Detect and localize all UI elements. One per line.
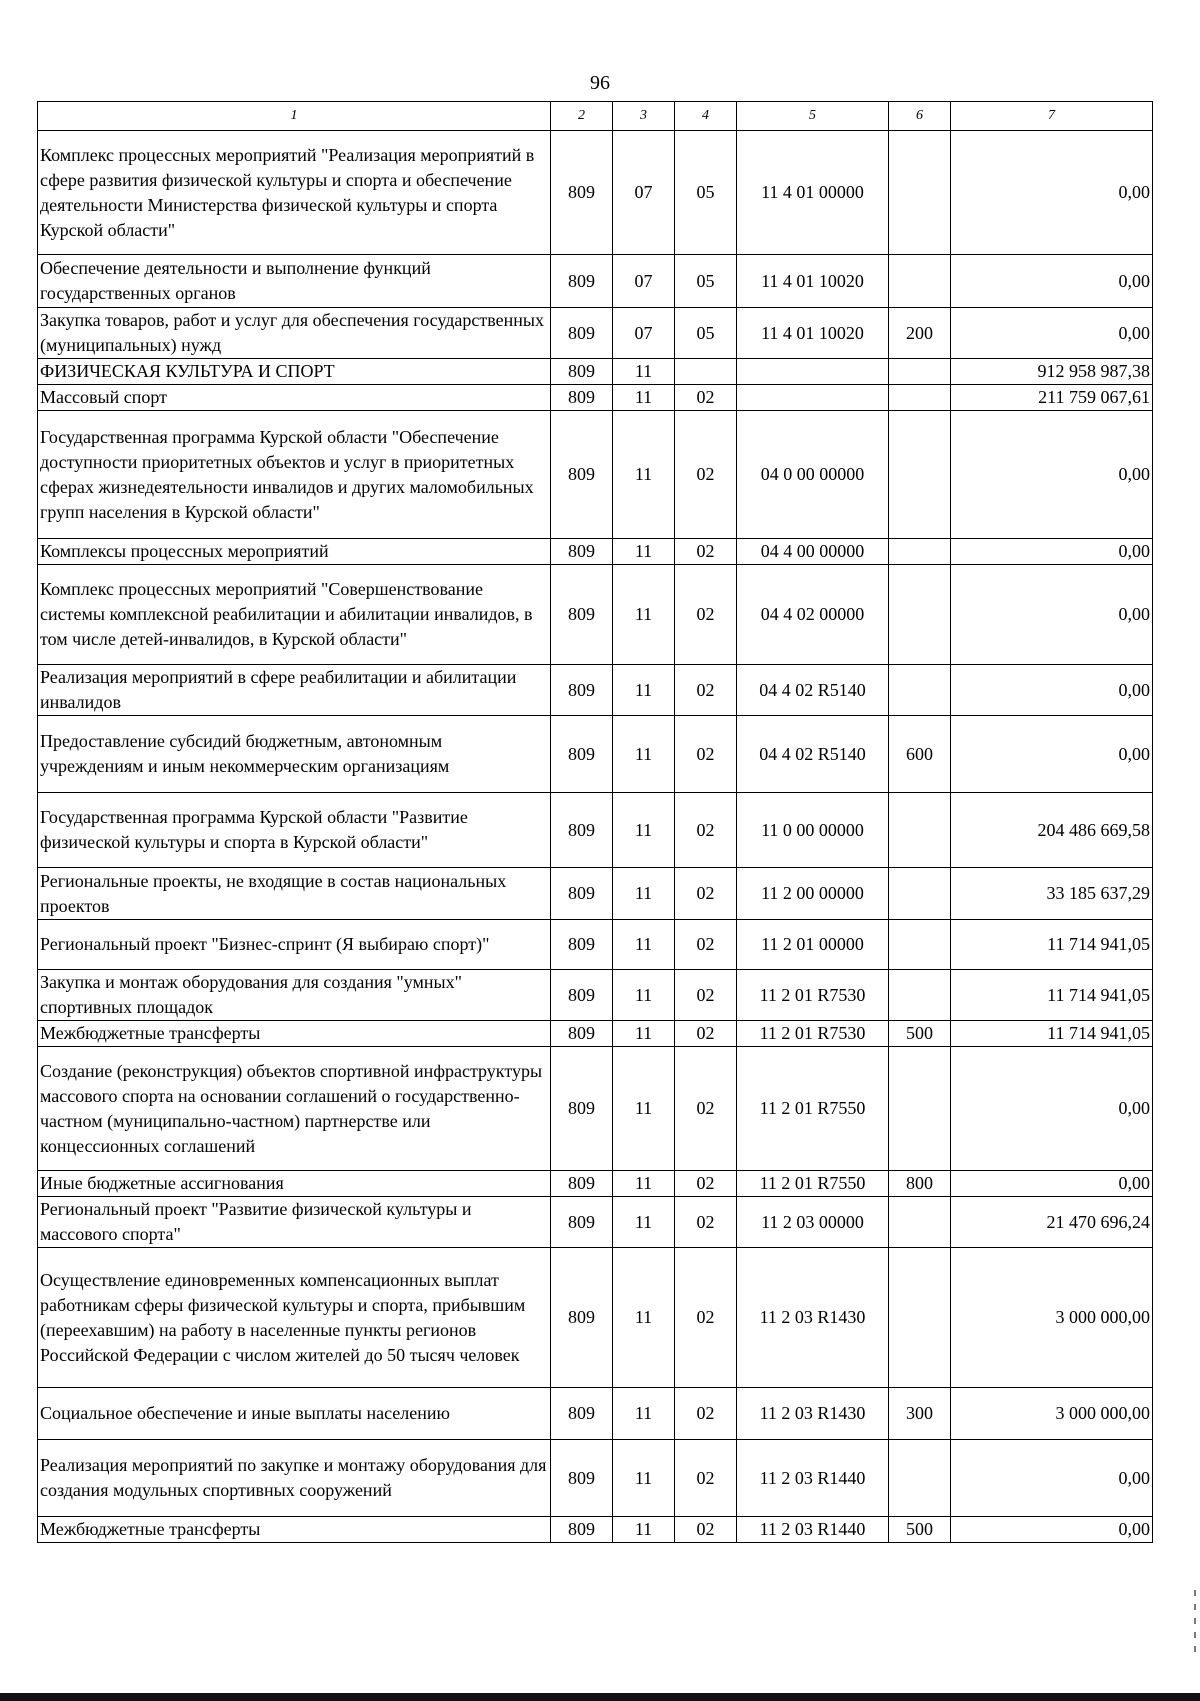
target-article-code: 11 2 01 00000 <box>737 920 889 970</box>
table-row <box>38 716 1153 793</box>
expense-type-code: 300 <box>889 1388 951 1440</box>
target-article-code: 11 2 01 R7530 <box>737 970 889 1021</box>
amount: 0,00 <box>951 308 1153 359</box>
expense-type-code <box>889 411 951 539</box>
target-article-code: 04 4 00 00000 <box>737 539 889 565</box>
subsection-code: 02 <box>675 1047 737 1171</box>
section-code: 11 <box>613 1047 675 1171</box>
target-article-code: 11 2 03 R1430 <box>737 1248 889 1388</box>
amount: 3 000 000,00 <box>951 1248 1153 1388</box>
column-header: 4 <box>675 102 737 131</box>
expense-type-code <box>889 868 951 920</box>
section-code: 11 <box>613 716 675 793</box>
grbs-code: 809 <box>551 665 613 716</box>
target-article-code: 11 2 00 00000 <box>737 868 889 920</box>
table-row <box>38 920 1153 970</box>
row-name: Региональный проект "Бизнес-спринт (Я выбираю спорт)" <box>38 920 551 970</box>
grbs-code: 809 <box>551 1197 613 1248</box>
target-article-code: 11 2 03 00000 <box>737 1197 889 1248</box>
row-name: Иные бюджетные ассигнования <box>38 1171 551 1197</box>
subsection-code: 02 <box>675 539 737 565</box>
section-code: 11 <box>613 920 675 970</box>
section-code: 07 <box>613 308 675 359</box>
amount: 0,00 <box>951 131 1153 255</box>
grbs-code: 809 <box>551 1047 613 1171</box>
target-article-code: 11 4 01 00000 <box>737 131 889 255</box>
subsection-code: 02 <box>675 1171 737 1197</box>
grbs-code: 809 <box>551 255 613 308</box>
expense-type-code: 500 <box>889 1517 951 1543</box>
expense-type-code <box>889 359 951 385</box>
expense-type-code <box>889 255 951 308</box>
column-header: 2 <box>551 102 613 131</box>
subsection-code: 05 <box>675 255 737 308</box>
column-header: 7 <box>951 102 1153 131</box>
expense-type-code <box>889 1197 951 1248</box>
subsection-code: 05 <box>675 308 737 359</box>
table-row <box>38 970 1153 1021</box>
table-header-row <box>38 102 1153 131</box>
subsection-code: 05 <box>675 131 737 255</box>
row-name: Предоставление субсидий бюджетным, автономным учреждениям и иным некоммерческим организациям <box>38 716 551 793</box>
row-name: Обеспечение деятельности и выполнение функций государственных органов <box>38 255 551 308</box>
table-row <box>38 359 1153 385</box>
subsection-code: 02 <box>675 411 737 539</box>
row-name: Закупка и монтаж оборудования для создания "умных" спортивных площадок <box>38 970 551 1021</box>
section-code: 07 <box>613 255 675 308</box>
expense-type-code <box>889 565 951 665</box>
section-code: 11 <box>613 359 675 385</box>
section-code: 11 <box>613 539 675 565</box>
subsection-code: 02 <box>675 1197 737 1248</box>
column-header: 1 <box>38 102 551 131</box>
target-article-code: 11 2 01 R7530 <box>737 1021 889 1047</box>
amount: 11 714 941,05 <box>951 1021 1153 1047</box>
expense-type-code <box>889 920 951 970</box>
column-header: 5 <box>737 102 889 131</box>
section-code: 11 <box>613 793 675 868</box>
expense-type-code <box>889 793 951 868</box>
page-number: 96 <box>590 72 610 94</box>
expense-type-code: 600 <box>889 716 951 793</box>
row-name: Осуществление единовременных компенсационных выплат работникам сферы физической культуры и спорта, прибывшим (переехавшим) на работу в населенные пункты регионов Российской Федерации с числом жителей до 50 тысяч человек <box>38 1248 551 1388</box>
amount: 211 759 067,61 <box>951 385 1153 411</box>
row-name: Межбюджетные трансферты <box>38 1021 551 1047</box>
amount: 0,00 <box>951 716 1153 793</box>
amount: 0,00 <box>951 1517 1153 1543</box>
expense-type-code: 800 <box>889 1171 951 1197</box>
subsection-code: 02 <box>675 1388 737 1440</box>
amount: 0,00 <box>951 539 1153 565</box>
subsection-code <box>675 359 737 385</box>
scan-edge-mark <box>1194 1590 1196 1660</box>
grbs-code: 809 <box>551 1248 613 1388</box>
amount: 11 714 941,05 <box>951 970 1153 1021</box>
subsection-code: 02 <box>675 793 737 868</box>
row-name: Межбюджетные трансферты <box>38 1517 551 1543</box>
row-name: Государственная программа Курской области "Обеспечение доступности приоритетных объектов и услуг в приоритетных сферах жизнедеятельности инвалидов и других маломобильных групп населения в Курской области" <box>38 411 551 539</box>
section-code: 11 <box>613 1388 675 1440</box>
table-row <box>38 1021 1153 1047</box>
expense-type-code <box>889 1440 951 1517</box>
grbs-code: 809 <box>551 308 613 359</box>
column-header: 3 <box>613 102 675 131</box>
column-header: 6 <box>889 102 951 131</box>
grbs-code: 809 <box>551 1517 613 1543</box>
section-code: 11 <box>613 1197 675 1248</box>
expense-type-code <box>889 385 951 411</box>
section-code: 11 <box>613 565 675 665</box>
table-row <box>38 1440 1153 1517</box>
row-name: Комплекс процессных мероприятий "Совершенствование системы комплексной реабилитации и абилитации инвалидов, в том числе детей-инвалидов, в Курской области" <box>38 565 551 665</box>
subsection-code: 02 <box>675 970 737 1021</box>
row-name: Социальное обеспечение и иные выплаты населению <box>38 1388 551 1440</box>
table-row <box>38 308 1153 359</box>
section-code: 11 <box>613 385 675 411</box>
amount: 11 714 941,05 <box>951 920 1153 970</box>
table-row <box>38 665 1153 716</box>
target-article-code: 11 2 01 R7550 <box>737 1171 889 1197</box>
row-name: Массовый спорт <box>38 385 551 411</box>
grbs-code: 809 <box>551 359 613 385</box>
amount: 21 470 696,24 <box>951 1197 1153 1248</box>
target-article-code: 04 4 02 R5140 <box>737 665 889 716</box>
subsection-code: 02 <box>675 1440 737 1517</box>
expense-type-code <box>889 539 951 565</box>
section-code: 11 <box>613 411 675 539</box>
section-code: 11 <box>613 1021 675 1047</box>
target-article-code <box>737 359 889 385</box>
target-article-code: 11 2 03 R1430 <box>737 1388 889 1440</box>
table-row <box>38 1517 1153 1543</box>
grbs-code: 809 <box>551 716 613 793</box>
grbs-code: 809 <box>551 793 613 868</box>
subsection-code: 02 <box>675 1021 737 1047</box>
grbs-code: 809 <box>551 1021 613 1047</box>
target-article-code: 11 4 01 10020 <box>737 308 889 359</box>
amount: 912 958 987,38 <box>951 359 1153 385</box>
table-row <box>38 255 1153 308</box>
grbs-code: 809 <box>551 131 613 255</box>
expense-type-code <box>889 970 951 1021</box>
target-article-code: 04 0 00 00000 <box>737 411 889 539</box>
target-article-code: 04 4 02 R5140 <box>737 716 889 793</box>
row-name: Комплекс процессных мероприятий "Реализация мероприятий в сфере развития физической культуры и спорта и обеспечение деятельности Министерства физической культуры и спорта Курской области" <box>38 131 551 255</box>
amount: 0,00 <box>951 255 1153 308</box>
section-code: 11 <box>613 1248 675 1388</box>
section-code: 11 <box>613 970 675 1021</box>
target-article-code: 11 0 00 00000 <box>737 793 889 868</box>
grbs-code: 809 <box>551 411 613 539</box>
subsection-code: 02 <box>675 665 737 716</box>
amount: 0,00 <box>951 565 1153 665</box>
amount: 0,00 <box>951 1171 1153 1197</box>
table-row <box>38 539 1153 565</box>
table-row <box>38 565 1153 665</box>
target-article-code: 11 2 03 R1440 <box>737 1440 889 1517</box>
subsection-code: 02 <box>675 1248 737 1388</box>
table-row <box>38 1248 1153 1388</box>
grbs-code: 809 <box>551 565 613 665</box>
amount: 0,00 <box>951 665 1153 716</box>
expense-type-code: 500 <box>889 1021 951 1047</box>
budget-table <box>37 101 1153 1543</box>
target-article-code: 11 2 01 R7550 <box>737 1047 889 1171</box>
table-row <box>38 1197 1153 1248</box>
subsection-code: 02 <box>675 920 737 970</box>
amount: 204 486 669,58 <box>951 793 1153 868</box>
row-name: Реализация мероприятий по закупке и монтажу оборудования для создания модульных спортивных сооружений <box>38 1440 551 1517</box>
amount: 0,00 <box>951 1440 1153 1517</box>
row-name: Реализация мероприятий в сфере реабилитации и абилитации инвалидов <box>38 665 551 716</box>
amount: 3 000 000,00 <box>951 1388 1153 1440</box>
amount: 0,00 <box>951 1047 1153 1171</box>
grbs-code: 809 <box>551 1440 613 1517</box>
grbs-code: 809 <box>551 1171 613 1197</box>
scan-bottom-border <box>0 1693 1200 1701</box>
grbs-code: 809 <box>551 385 613 411</box>
expense-type-code: 200 <box>889 308 951 359</box>
subsection-code: 02 <box>675 1517 737 1543</box>
grbs-code: 809 <box>551 920 613 970</box>
table-row <box>38 411 1153 539</box>
grbs-code: 809 <box>551 539 613 565</box>
table-row <box>38 1047 1153 1171</box>
row-name: ФИЗИЧЕСКАЯ КУЛЬТУРА И СПОРТ <box>38 359 551 385</box>
subsection-code: 02 <box>675 565 737 665</box>
row-name: Региональные проекты, не входящие в состав национальных проектов <box>38 868 551 920</box>
target-article-code <box>737 385 889 411</box>
row-name: Создание (реконструкция) объектов спортивной инфраструктуры массового спорта на основании соглашений о государственно-частном (муниципально-частном) партнерстве или концессионных соглашений <box>38 1047 551 1171</box>
expense-type-code <box>889 1248 951 1388</box>
section-code: 07 <box>613 131 675 255</box>
table-row <box>38 868 1153 920</box>
expense-type-code <box>889 665 951 716</box>
expense-type-code <box>889 1047 951 1171</box>
target-article-code: 11 2 03 R1440 <box>737 1517 889 1543</box>
subsection-code: 02 <box>675 716 737 793</box>
section-code: 11 <box>613 1517 675 1543</box>
table-row <box>38 1388 1153 1440</box>
section-code: 11 <box>613 868 675 920</box>
subsection-code: 02 <box>675 385 737 411</box>
table-row <box>38 385 1153 411</box>
target-article-code: 04 4 02 00000 <box>737 565 889 665</box>
row-name: Государственная программа Курской области "Развитие физической культуры и спорта в Курской области" <box>38 793 551 868</box>
grbs-code: 809 <box>551 970 613 1021</box>
row-name: Региональный проект "Развитие физической культуры и массового спорта" <box>38 1197 551 1248</box>
row-name: Закупка товаров, работ и услуг для обеспечения государственных (муниципальных) нужд <box>38 308 551 359</box>
target-article-code: 11 4 01 10020 <box>737 255 889 308</box>
amount: 0,00 <box>951 411 1153 539</box>
grbs-code: 809 <box>551 868 613 920</box>
grbs-code: 809 <box>551 1388 613 1440</box>
section-code: 11 <box>613 1171 675 1197</box>
section-code: 11 <box>613 665 675 716</box>
table-row <box>38 1171 1153 1197</box>
amount: 33 185 637,29 <box>951 868 1153 920</box>
section-code: 11 <box>613 1440 675 1517</box>
table-row <box>38 131 1153 255</box>
subsection-code: 02 <box>675 868 737 920</box>
row-name: Комплексы процессных мероприятий <box>38 539 551 565</box>
table-body <box>38 102 1153 1543</box>
expense-type-code <box>889 131 951 255</box>
table-row <box>38 793 1153 868</box>
